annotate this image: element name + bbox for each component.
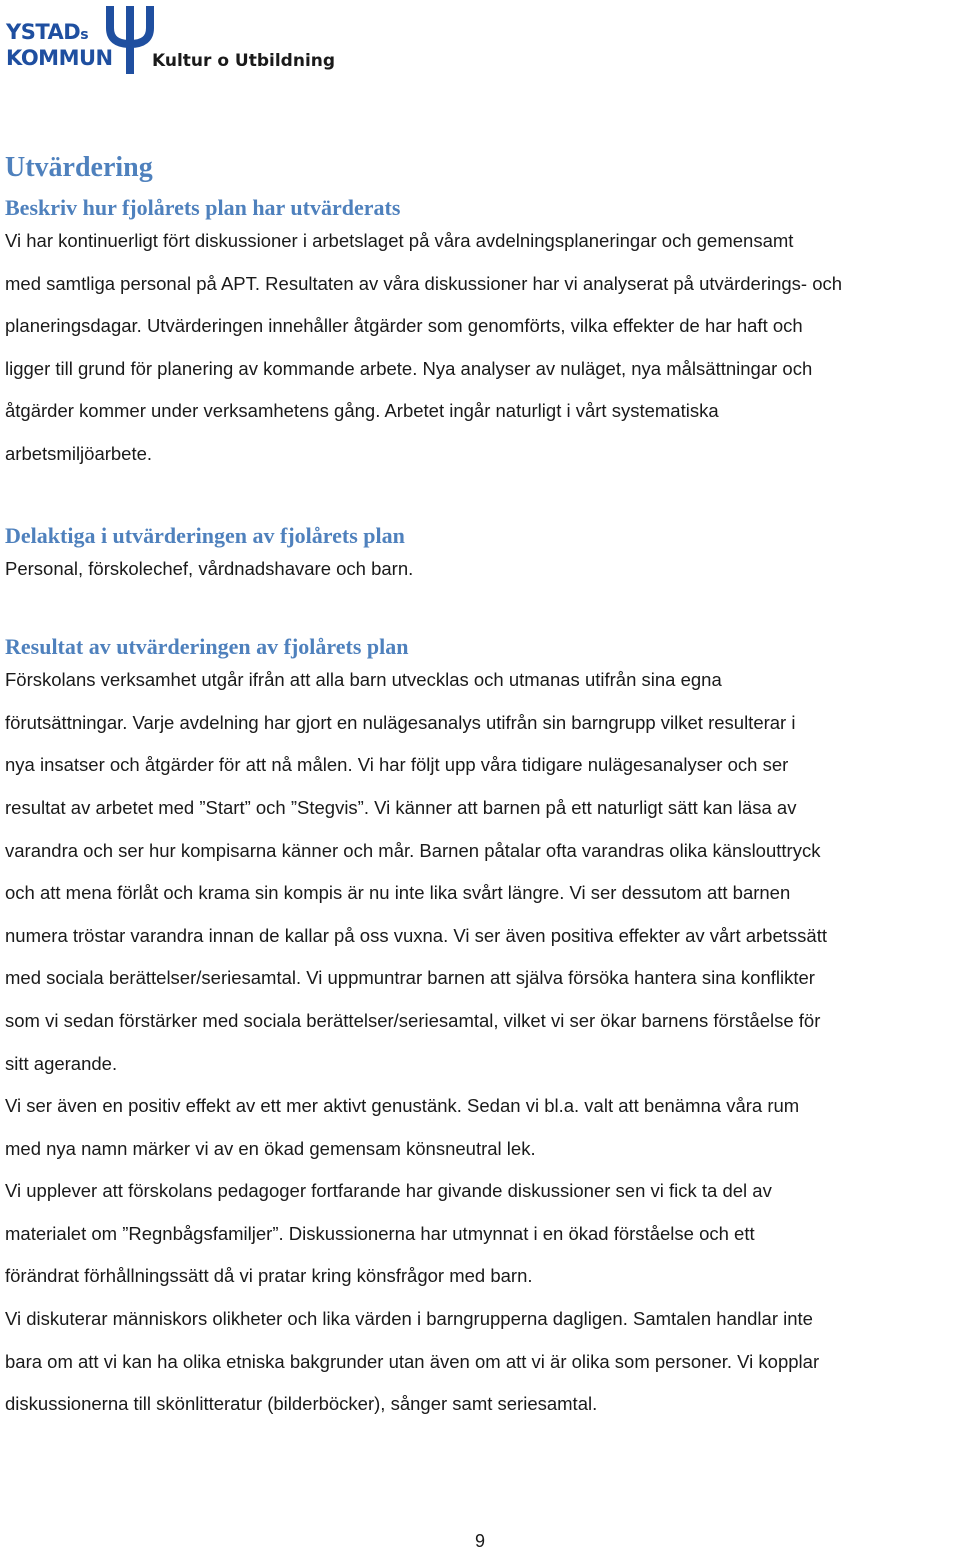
paragraph-line: Vi diskuterar människors olikheter och lika värden i barngrupperna dagligen. Samtalen handlar inte (5, 1308, 813, 1330)
section-heading-evaluation-method: Beskriv hur fjolårets plan har utvärderats (5, 195, 401, 220)
paragraph-line: med sociala berättelser/seriesamtal. Vi uppmuntrar barnen att själva försöka hantera sina konflikter (5, 967, 815, 989)
paragraph-line: diskussionerna till skönlitteratur (bilderböcker), sånger samt seriesamtal. (5, 1393, 598, 1415)
paragraph-line: sitt agerande. (5, 1052, 118, 1074)
logo-subtitle: Kultur o Utbildning (152, 51, 336, 71)
document-body (5, 150, 960, 1426)
section-heading-results: Resultat av utvärderingen av fjolårets plan (5, 634, 409, 660)
paragraph-line: Vi upplever att förskolans pedagoger fortfarande har givande diskussioner sen vi fick ta del av (5, 1180, 772, 1202)
paragraph-line: förändrat förhållningssätt då vi pratar kring könsfrågor med barn. (5, 1265, 533, 1287)
paragraph-line: Vi ser även en positiv effekt av ett mer aktivt genustänk. Sedan vi bl.a. valt att benämna våra rum (5, 1095, 800, 1117)
paragraph-line: planeringsdagar. Utvärderingen innehåller åtgärder som genomförts, vilka effekter de har haft och (5, 315, 803, 337)
paragraph-line: numera tröstar varandra innan de kallar på oss vuxna. Vi ser även positiva effekter av vårt arbetssätt (5, 924, 827, 946)
paragraph-line: materialet om ”Regnbågsfamiljer”. Diskussionerna har utmynnat i en ökad förståelse och ett (5, 1222, 755, 1244)
section-text-participants (5, 548, 960, 591)
paragraph-line: arbetsmiljöarbete. (5, 442, 153, 464)
section-heading-participants: Delaktiga i utvärderingen av fjolårets plan (5, 522, 405, 548)
paragraph-line: åtgärder kommer under verksamhetens gång. Arbetet ingår naturligt i vårt systematiska (5, 400, 719, 422)
paragraph-line: Personal, förskolechef, vårdnadshavare och barn. (5, 557, 414, 579)
paragraph-line: Vi har kontinuerligt fört diskussioner i arbetslaget på våra avdelningsplaneringar och gemensamt (5, 230, 794, 251)
ystad-kommun-logo (4, 2, 334, 78)
logo-text-kommun: KOMMUN (6, 46, 113, 70)
paragraph-line: med nya namn märker vi av en ökad gemensam könsneutral lek. (5, 1137, 536, 1159)
ystad-emblem-icon (100, 2, 160, 76)
paragraph-line: med samtliga personal på APT. Resultaten av våra diskussioner har vi analyserat på utvärderings- och (5, 272, 843, 294)
section-text-results (5, 659, 960, 1426)
section-text-evaluation-method (5, 220, 960, 476)
logo-text-ystad-suffix: s (80, 27, 89, 43)
paragraph-line: varandra och ser hur kompisarna känner och mår. Barnen påtalar ofta varandras olika känslouttryck (5, 839, 821, 861)
logo-text-ystad: YSTAD (6, 20, 81, 44)
paragraph-line: och att mena förlåt och krama sin kompis är nu inte lika svårt längre. Vi ser dessutom att barnen (5, 882, 791, 904)
paragraph-line: nya insatser och åtgärder för att nå målen. Vi har följt upp våra tidigare nulägesanalyser och ser (5, 754, 789, 776)
page-title: Utvärdering (5, 152, 153, 183)
paragraph-line: som vi sedan förstärker med sociala berättelser/seriesamtal, vilket vi ser ökar barnens förståelse för (5, 1009, 821, 1031)
paragraph-line: bara om att vi kan ha olika etniska bakgrunder utan även om att vi är olika som personer. Vi kopplar (5, 1350, 820, 1372)
paragraph-line: förutsättningar. Varje avdelning har gjort en nulägesanalys utifrån sin barngrupp vilket resulterar i (5, 711, 796, 733)
page-number: 9 (474, 1531, 485, 1551)
paragraph-line: ligger till grund för planering av kommande arbete. Nya analyser av nuläget, nya målsättningar och (5, 357, 813, 379)
paragraph-line: Förskolans verksamhet utgår ifrån att alla barn utvecklas och utmanas utifrån sina egna (5, 669, 722, 691)
paragraph-line: resultat av arbetet med ”Start” och ”Stegvis”. Vi känner att barnen på ett naturligt sätt kan läsa av (5, 796, 797, 818)
